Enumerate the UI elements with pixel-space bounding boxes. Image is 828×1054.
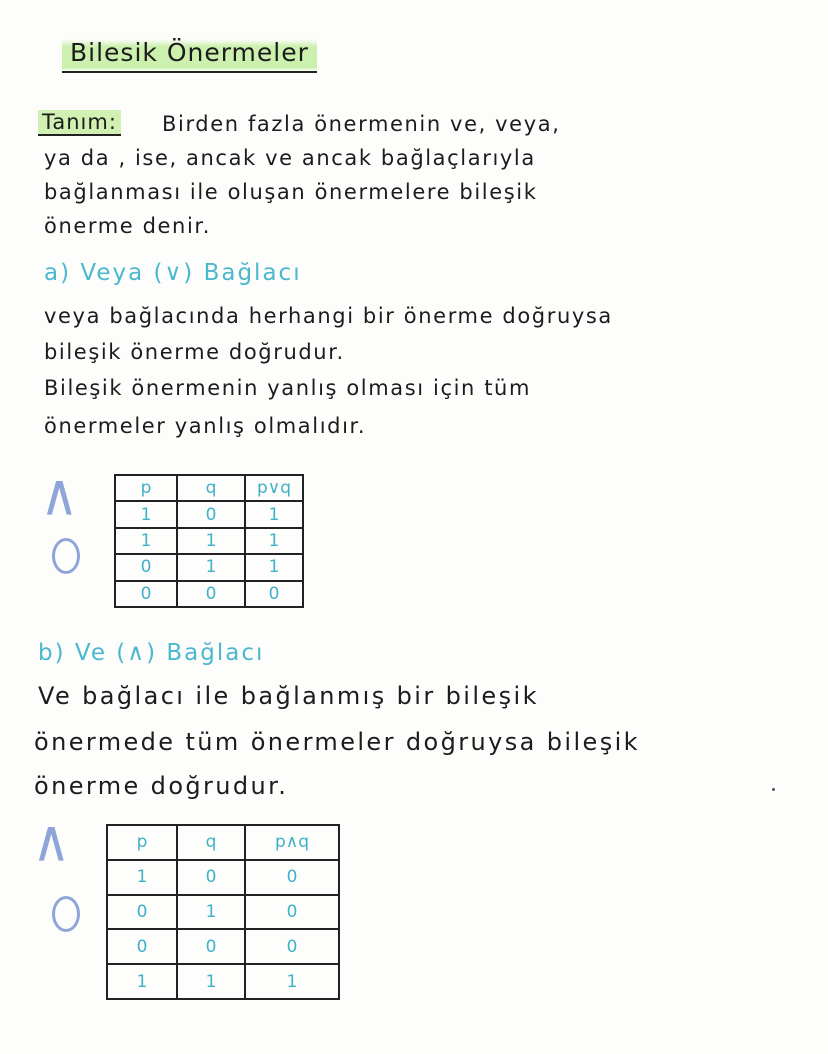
table-cell: 0 — [177, 501, 245, 527]
section-a-line-4: önermeler yanlış olmalıdır. — [44, 414, 367, 438]
table-cell: 1 — [245, 554, 303, 580]
table-cell: 0 — [115, 554, 177, 580]
table-cell: 1 — [115, 501, 177, 527]
definition-line-3: bağlanması ile oluşan önermelere bileşik — [44, 180, 538, 204]
table-cell: 1 — [107, 860, 177, 895]
definition-line-1: Birden fazla önermenin ve, veya, — [162, 112, 561, 136]
section-b-line-1: Ve bağlacı ile bağlanmış bir bileşik — [38, 682, 539, 710]
table-cell: 0 — [115, 581, 177, 607]
section-a-line-1: veya bağlacında herhangi bir önerme doğruysa — [44, 304, 613, 328]
table-cell: 0 — [177, 929, 245, 964]
truth-table-and — [106, 824, 340, 1000]
table-cell: 1 — [177, 895, 245, 930]
table-row — [107, 964, 339, 999]
table-header-cell: p∨q — [245, 475, 303, 501]
table-row — [107, 929, 339, 964]
table-header-cell: p — [107, 825, 177, 860]
table-cell: 1 — [177, 964, 245, 999]
definition-label: Tanım: — [38, 110, 121, 136]
definition-line-2: ya da , ise, ancak ve ancak bağlaçlarıyla — [44, 146, 536, 170]
section-b-line-2: önermede tüm önermeler doğruysa bileşik — [34, 728, 640, 756]
table-header-cell: q — [177, 475, 245, 501]
section-a-heading: a) Veya (∨) Bağlacı — [44, 260, 302, 286]
section-b-heading: b) Ve (∧) Bağlacı — [38, 640, 265, 666]
table-cell: 1 — [115, 528, 177, 554]
table-cell: 0 — [245, 929, 339, 964]
true-mark-icon: ∨ — [40, 467, 79, 535]
table-cell: 0 — [245, 895, 339, 930]
table-cell: 0 — [245, 581, 303, 607]
table-cell: 0 — [177, 860, 245, 895]
definition-line-4: önerme denir. — [44, 214, 211, 238]
table-row — [115, 554, 303, 580]
table-cell: 1 — [245, 501, 303, 527]
section-a-line-2: bileşik önerme doğrudur. — [44, 340, 345, 364]
stray-dot — [772, 788, 775, 791]
true-mark-icon: ∨ — [32, 813, 71, 881]
table-header-cell: p — [115, 475, 177, 501]
page-title: Bilesik Önermeler — [62, 36, 317, 73]
table-row — [115, 528, 303, 554]
false-mark-icon — [52, 538, 80, 574]
table-cell: 1 — [177, 554, 245, 580]
table-row — [107, 895, 339, 930]
table-row — [115, 581, 303, 607]
table-header-row — [115, 475, 303, 501]
table-row — [115, 501, 303, 527]
table-row — [107, 860, 339, 895]
table-cell: 1 — [177, 528, 245, 554]
truth-table-or — [114, 474, 304, 608]
table-header-row — [107, 825, 339, 860]
section-a-line-3: Bileşik önermenin yanlış olması için tüm — [44, 376, 532, 400]
table-cell: 0 — [245, 860, 339, 895]
table-cell: 0 — [177, 581, 245, 607]
table-cell: 1 — [107, 964, 177, 999]
table-cell: 0 — [107, 895, 177, 930]
false-mark-icon — [52, 896, 80, 932]
table-header-cell: p∧q — [245, 825, 339, 860]
table-cell: 0 — [107, 929, 177, 964]
table-cell: 1 — [245, 964, 339, 999]
table-header-cell: q — [177, 825, 245, 860]
table-cell: 1 — [245, 528, 303, 554]
section-b-line-3: önerme doğrudur. — [34, 772, 289, 800]
